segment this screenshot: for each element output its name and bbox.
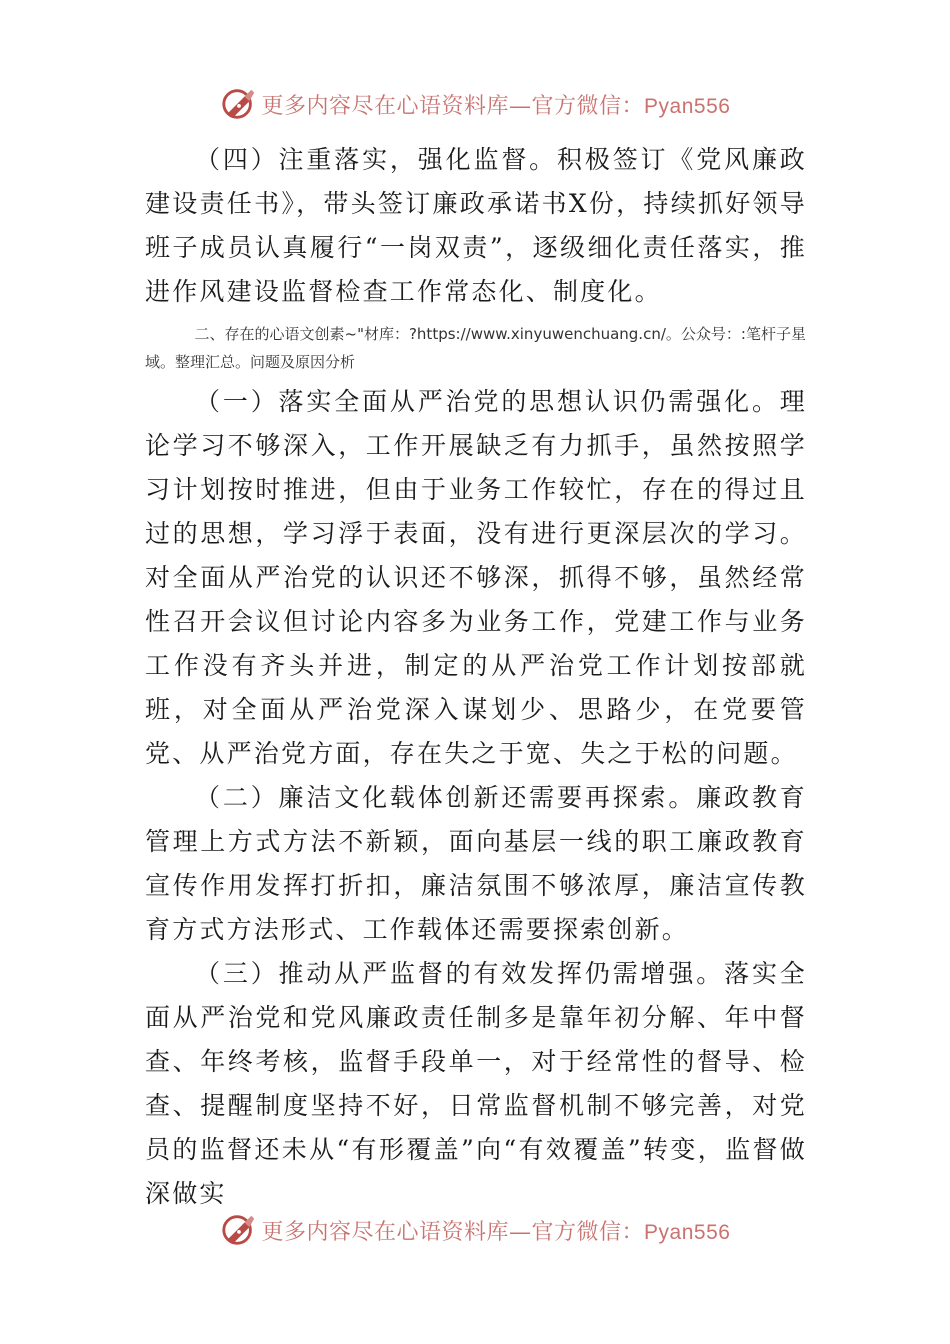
header-banner-text: 更多内容尽在心语资料库—官方微信：Pyan556 xyxy=(261,93,731,119)
header-banner xyxy=(0,80,950,128)
paragraph-item-4: （四）注重落实，强化监督。积极签订《党风廉政建设责任书》，带头签订廉政承诺书X份，持续抓好领导班子成员认真履行“一岗双责”，逐级细化责任落实，推进作风建设监督检查工作常态化、制度化。 xyxy=(145,145,807,306)
section-heading-2-note: 二、存在的心语文创素~"材库：?https://www.xinyuwenchuang.cn/。公众号：:笔杆子星域。整理汇总。问题及原因分析 xyxy=(145,325,806,371)
paragraph-problem-3: （三）推动从严监督的有效发挥仍需增强。落实全面从严治党和党风廉政责任制多是靠年初分解、年中督查、年终考核，监督手段单一，对于经常性的督导、检查、提醒制度坚持不好，日常监督机制不够完善，对党员的监督还未从“有形覆盖”向“有效覆盖”转变，监督做深做实 xyxy=(145,959,807,1208)
footer-banner xyxy=(0,1206,950,1254)
document-body xyxy=(145,138,807,1216)
paragraph-problem-2: （二）廉洁文化载体创新还需要再探索。廉政教育管理上方式方法不新颖，面向基层一线的职工廉政教育宣传作用发挥打折扣，廉洁氛围不够浓厚，廉洁宣传教育方式方法形式、工作载体还需要探索创新。 xyxy=(145,783,807,944)
pen-nib-logo-icon xyxy=(220,85,258,123)
footer-banner-text: 更多内容尽在心语资料库—官方微信：Pyan556 xyxy=(261,1219,731,1245)
paragraph-problem-1: （一）落实全面从严治党的思想认识仍需强化。理论学习不够深入，工作开展缺乏有力抓手，虽然按照学习计划按时推进，但由于业务工作较忙，存在的得过且过的思想，学习浮于表面，没有进行更深层次的学习。对全面从严治党的认识还不够深，抓得不够，虽然经常性召开会议但讨论内容多为业务工作，党建工作与业务工作没有齐头并进，制定的从严治党工作计划按部就班，对全面从严治党深入谋划少、思路少，在党要管党、从严治党方面，存在失之于宽、失之于松的问题。 xyxy=(145,387,807,768)
pen-nib-logo-icon xyxy=(220,1211,258,1249)
